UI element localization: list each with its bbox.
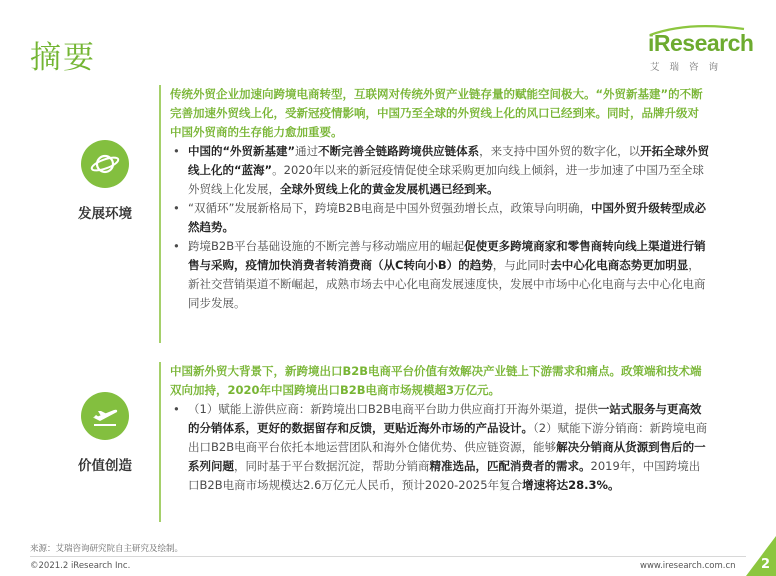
bullet-text: ，同时基于平台数据沉淀，帮助分销商 bbox=[234, 459, 430, 473]
section-value-creation bbox=[60, 362, 710, 532]
bullet-emphasis: 中国的“外贸新基建” bbox=[188, 144, 296, 158]
bullet-emphasis: 开拓全球外贸线上化的“蓝海” bbox=[188, 144, 710, 177]
bullet-emphasis: 解决分销商从货源到售后的一系列问题 bbox=[188, 440, 706, 473]
bullet-text: （1）赋能上游供应商：新跨境出口B2B电商平台助力供应商打开海外渠道，提供 bbox=[188, 402, 598, 416]
bullet-item bbox=[170, 142, 710, 199]
bullet-emphasis: 精准选品，匹配消费者的需求。 bbox=[429, 459, 591, 473]
bullet-emphasis: 促使更多跨境商家和零售商转向线上渠道进行销售与采购，疫情加快消费者转消费商（从C转向小B）的趋势 bbox=[188, 239, 706, 272]
bullet-item bbox=[170, 400, 710, 495]
bullet-item bbox=[170, 199, 710, 237]
section-development-environment bbox=[60, 85, 710, 345]
plane-icon bbox=[81, 392, 129, 440]
bullet-emphasis: 全球外贸线上化的黄金发展机遇已经到来。 bbox=[280, 182, 499, 196]
section-headline: 中国新外贸大背景下，新跨境出口B2B电商平台价值有效解决产业链上下游需求和痛点。政策端和技术端双向加持，2020年中国跨境出口B2B电商市场规模超3万亿元。 bbox=[170, 364, 702, 397]
bullet-text: 跨境B2B平台基础设施的不断完善与移动端应用的崛起 bbox=[188, 239, 465, 253]
logo-wordmark: iResearch bbox=[648, 30, 754, 56]
planet-icon bbox=[81, 140, 129, 188]
copyright: ©2021.2 iResearch Inc. bbox=[30, 561, 131, 571]
footer-divider bbox=[30, 556, 746, 557]
bullet-text: “双循环”发展新格局下，跨境B2B电商是中国外贸强劲增长点，政策导向明确， bbox=[188, 201, 592, 215]
bullet-emphasis: 一站式服务与更高效的分销体系，更好的数据留存和反馈，更贴近海外市场的产品设计。 bbox=[188, 402, 702, 435]
bullet-text: ，新社交营销渠道不断崛起，成熟市场去中心化电商发展速度快，发展中市场中心化电商与去中心化电商同步发展。 bbox=[188, 258, 706, 310]
bullet-emphasis: 中国外贸升级转型成必然趋势。 bbox=[188, 201, 707, 234]
bullet-text: 。2020年以来的新冠疫情促使全球采购更加向线上倾斜，进一步加速了中国乃至全球外贸线上化发展， bbox=[188, 163, 704, 196]
page-number: 2 bbox=[760, 557, 770, 572]
iresearch-logo bbox=[648, 30, 754, 73]
source-note: 来源：艾瑞咨询研究院自主研究及绘制。 bbox=[30, 544, 184, 554]
bullet-list bbox=[170, 400, 710, 495]
bullet-dot: • bbox=[173, 239, 180, 253]
bullet-emphasis: 不断完善全链路跨境供应链体系 bbox=[318, 144, 480, 158]
logo-subtitle: 艾瑞咨询 bbox=[650, 62, 729, 73]
bullet-dot: • bbox=[173, 144, 180, 158]
website-link[interactable]: www.iresearch.com.cn bbox=[640, 561, 736, 571]
logo-swoosh-icon bbox=[648, 23, 748, 37]
section-headline: 传统外贸企业加速向跨境电商转型，互联网对传统外贸产业链存量的赋能空间极大。“外贸新基建”的不断完善加速外贸线上化，受新冠疫情影响，中国乃至全球的外贸线上化的风口已经到来。同时，品牌升级对中国外贸商的生存能力愈加重要。 bbox=[170, 87, 703, 139]
bullet-item bbox=[170, 237, 710, 313]
bullet-text: 通过 bbox=[295, 144, 319, 158]
section-label: 发展环境 bbox=[78, 206, 132, 222]
section-label: 价值创造 bbox=[78, 458, 132, 474]
bullet-text: 2019年，中国跨境出口B2B电商市场规模达2.6万亿元人民币，预计2020-2025年复合 bbox=[188, 459, 701, 492]
bullet-text: ，来支持中国外贸的数字化，以 bbox=[479, 144, 641, 158]
bullet-emphasis: 去中心化电商态势更加明显 bbox=[550, 258, 689, 272]
bullet-dot: • bbox=[173, 201, 180, 215]
section-divider bbox=[159, 85, 161, 343]
bullet-text: ，与此同时 bbox=[492, 258, 551, 272]
bullet-list bbox=[170, 142, 710, 313]
bullet-text: （2）赋能下游分销商：新跨境电商出口B2B电商平台依托本地运营团队和海外仓储优势、供应链资源，能够 bbox=[188, 421, 708, 454]
bullet-emphasis: 增速将达28.3%。 bbox=[522, 478, 620, 492]
bullet-dot: • bbox=[173, 402, 180, 416]
section-divider bbox=[159, 362, 161, 522]
page-title: 摘要 bbox=[30, 40, 96, 76]
